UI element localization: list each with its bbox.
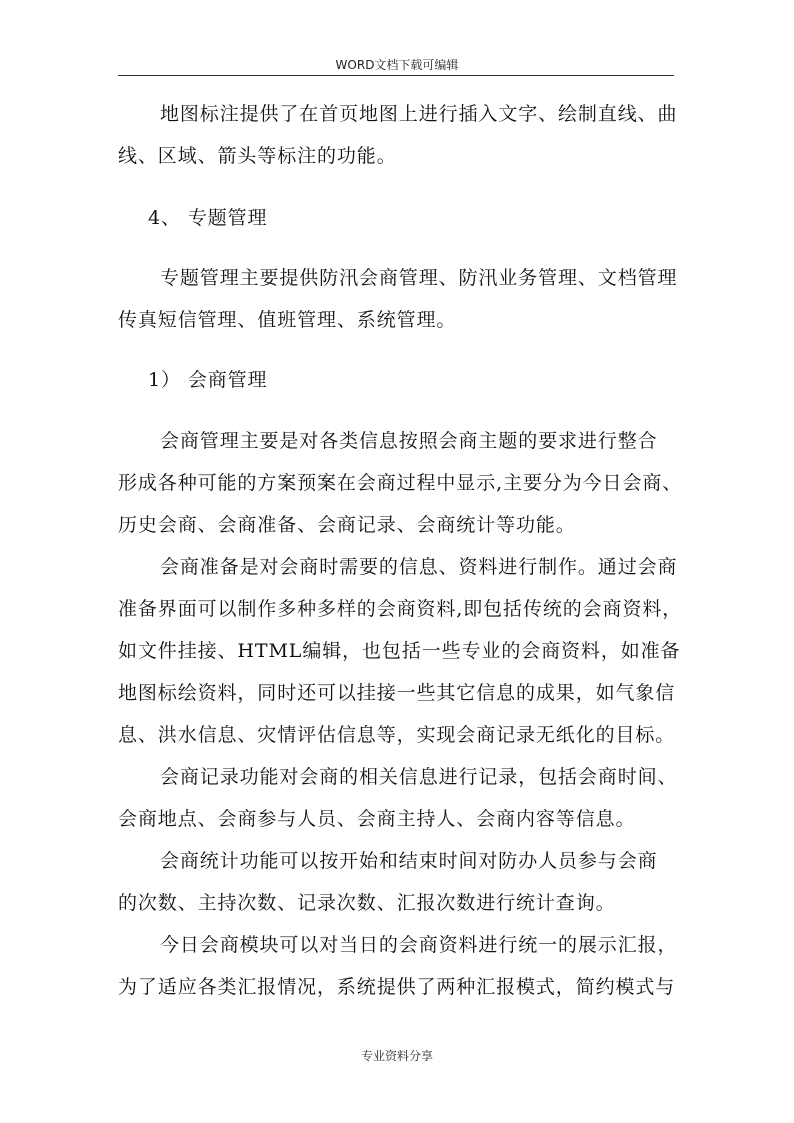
paragraph-line: 会商地点、会商参与人员、会商主持人、会商内容等信息。	[118, 808, 636, 830]
page-header: WORD文档下载可编辑	[335, 58, 459, 72]
header-divider	[118, 75, 674, 76]
paragraph-line: 为了适应各类汇报情况，系统提供了两种汇报模式，简约模式与	[118, 976, 676, 998]
paragraph-line: 形成各种可能的方案预案在会商过程中显示,主要分为今日会商、	[118, 472, 683, 494]
paragraph-line: 今日会商模块可以对当日的会商资料进行统一的展示汇报，	[160, 934, 678, 956]
section-heading: 4、 专题管理	[148, 207, 268, 229]
paragraph-line: 历史会商、会商准备、会商记录、会商统计等功能。	[118, 514, 576, 536]
paragraph-line: 地图标注提供了在首页地图上进行插入文字、绘制直线、曲	[160, 103, 678, 125]
paragraph-line: 线、区域、箭头等标注的功能。	[118, 145, 397, 167]
subsection-heading: 1） 会商管理	[148, 369, 268, 391]
paragraph-line: 会商统计功能可以按开始和结束时间对防办人员参与会商	[160, 850, 658, 872]
paragraph-line: 会商管理主要是对各类信息按照会商主题的要求进行整合	[160, 430, 658, 452]
page-footer: 专业资料分享	[360, 1049, 433, 1063]
paragraph-line: 的次数、主持次数、记录次数、汇报次数进行统计查询。	[118, 892, 616, 914]
paragraph-line: 传真短信管理、值班管理、系统管理。	[118, 309, 457, 331]
paragraph-line: 息、洪水信息、灾情评估信息等，实现会商记录无纸化的目标。	[118, 724, 676, 746]
paragraph-line: 准备界面可以制作多种多样的会商资料,即包括传统的会商资料，	[118, 598, 683, 620]
paragraph-line: 专题管理主要提供防汛会商管理、防汛业务管理、文档管理	[160, 267, 678, 289]
paragraph-line: 会商准备是对会商时需要的信息、资料进行制作。通过会商	[160, 556, 678, 578]
paragraph-line: 如文件挂接、HTML编辑，也包括一些专业的会商资料，如准备	[118, 640, 681, 662]
paragraph-line: 会商记录功能对会商的相关信息进行记录，包括会商时间、	[160, 766, 678, 788]
paragraph-line: 地图标绘资料，同时还可以挂接一些其它信息的成果，如气象信	[118, 682, 676, 704]
